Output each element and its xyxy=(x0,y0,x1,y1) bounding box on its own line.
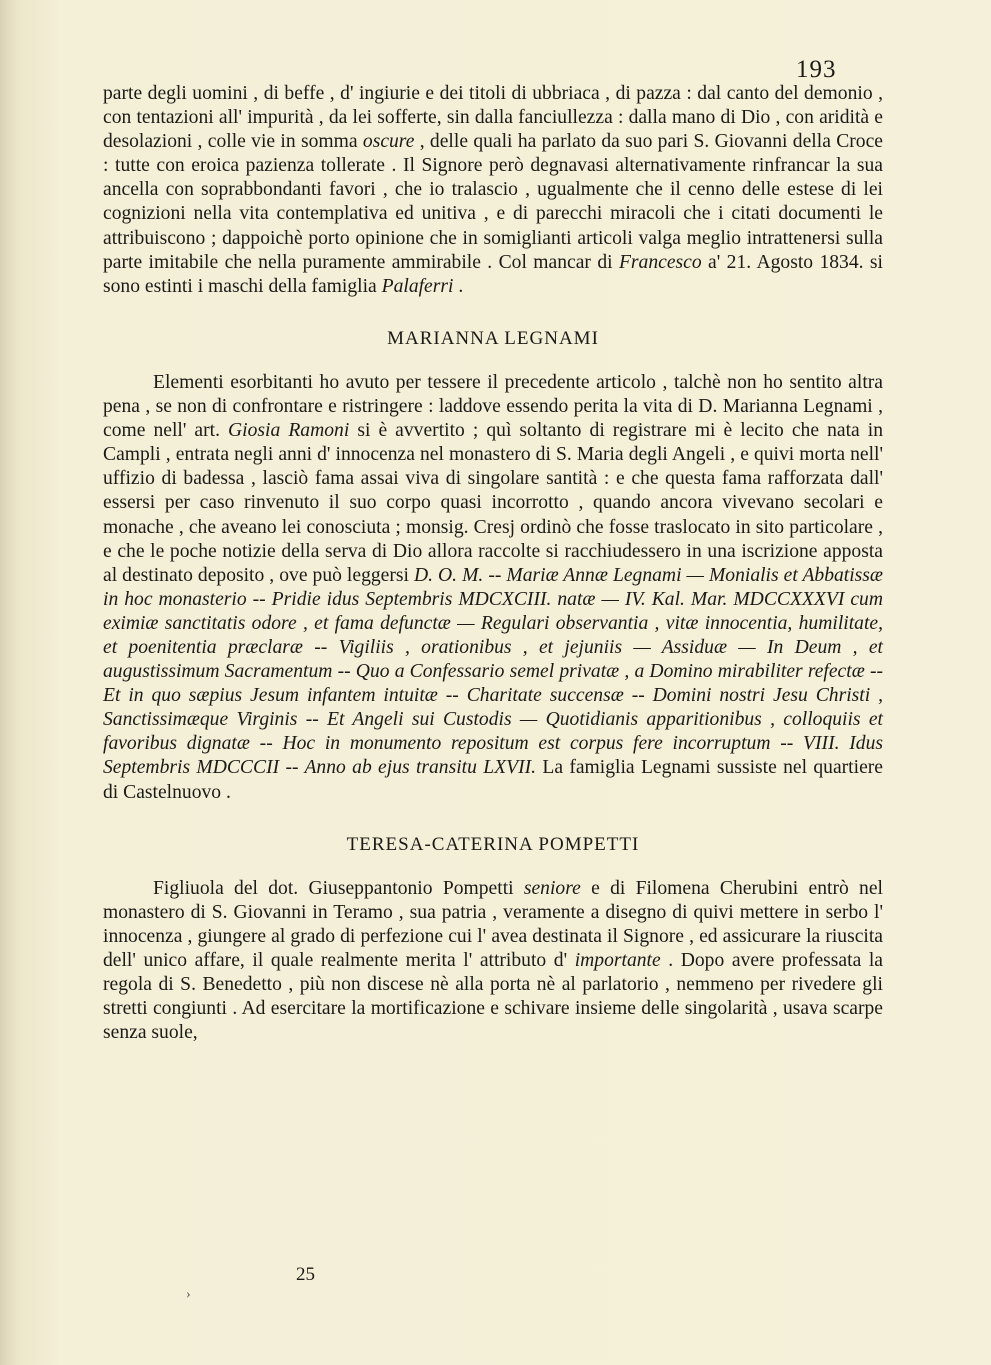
text-run: Figliuola del dot. Giuseppantonio Pompetti xyxy=(153,877,524,899)
text-run: parte degli uomini , di beffe , d' ingiurie e dei titoli di ubbriaca , di pazza : dal canto del demonio , con tentazioni all' impurità , da lei sofferte, sin dalla fanciullezza : dalla mano di Dio , con aridità e desolazioni , colle vie in somma xyxy=(103,83,883,153)
text-run: , delle quali ha parlato da suo pari S. Giovanni della Croce : tutte con eroica pazienza tollerate . Il Signore però degnavasi alternativamente rinfrancar la sua ancella con soprabbondanti favori , che io tralascio , ugualmente che il cenno delle estese di lei cognizioni nella vita contemplativa ed unitiva , e di parecchi miracoli che i citati documenti le attribuiscono ; dappoichè porto opinione che in somiglianti articoli valga meglio intrattenersi sulla parte imitabile che nella puramente ammirabile . Col mancar di xyxy=(103,131,883,273)
section-title-pompetti: TERESA-CATERINA POMPETTI xyxy=(346,833,640,855)
italic-run: Francesco xyxy=(618,251,702,273)
italic-run: seniore xyxy=(523,877,581,899)
italic-run: oscure xyxy=(362,131,415,153)
page-body xyxy=(103,82,883,1045)
section-title-legnami: MARIANNA LEGNAMI xyxy=(387,327,599,349)
text-run: a' 21. Agosto 1834. si sono estinti i maschi della famiglia xyxy=(103,251,883,297)
italic-run: importante xyxy=(574,950,661,971)
page-number: 193 xyxy=(796,56,837,83)
stray-mark: › xyxy=(186,1287,191,1302)
paragraph-pompetti xyxy=(103,877,883,1046)
paragraph-legnami xyxy=(103,371,883,805)
text-run: . xyxy=(453,275,464,297)
text-run: . Dopo avere professata la regola di S. Benedetto , più non discese nè alla porta nè al parlatorio , nemmeno per rivedere gli stretti congiunti . Ad esercitare la mortificazione e schivare insieme delle singolarità , usava scarpe senza suole, xyxy=(103,950,883,1044)
text-run: Elementi esorbitanti ho avuto per tessere il precedente articolo , talchè non ho sentito altra pena , se non di confrontare e ristringere : laddove essendo perita la vita di D. Marianna Legnami , come nell' art. xyxy=(103,371,883,442)
italic-run: Giosia Ramoni xyxy=(228,420,350,442)
italic-run: Palaferri xyxy=(381,275,454,297)
text-run: La famiglia Legnami sussiste nel quartiere di Castelnuovo . xyxy=(103,757,883,803)
signature-mark: 25 xyxy=(296,1264,315,1285)
paragraph-continuation xyxy=(103,82,883,299)
inscription-italic: D. O. M. -- Mariæ Annæ Legnami — Monialis et Abbatissæ in hoc monasterio -- Pridie idus Septembris MDCXCIII. natæ — IV. Kal. Mar. MDCCXXXVI cum eximiæ sanctitatis odore , et fama defunctæ — Regulari observantia , vitæ innocentia, humilitate, et poenitentia præclaræ -- Vigiliis , orationibus , et jejuniis — Assiduæ — In Deum , et augustissimum Sacramentum -- Quo a Confessario semel privatæ , a Domino mirabiliter refectæ -- Et in quo sæpius Jesum infantem intuitæ -- Charitate succensæ -- Domini nostri Jesu Christi , Sanctissimæque Virginis -- Et Angeli sui Custodis — Quotidianis apparitionibus , colloquiis et favoribus dignatæ -- Hoc in monumento repositum est corpus fere incorruptum -- VIII. Idus Septembris MDCCCII -- Anno ab ejus transitu LXVII. xyxy=(103,564,884,779)
text-run: e di Filomena Cherubini entrò nel monastero di S. Giovanni in Teramo , sua patria , veramente a disegno di quivi mettere in serbo l' innocenza , giungere al grado di perfezione cui l' avea destinata il Signore , ed assicurare la riuscita dell' unico affare, il quale realmente merita l' attributo d' xyxy=(103,877,883,971)
text-run: si è avvertito ; quì soltanto di registrare mi è lecito che nata in Campli , entrata negli anni d' innocenza nel monastero di S. Maria degli Angeli , e quivi morta nell' uffizio di badessa , lasciò fama assai viva di singolare santità : e che questa fama rafforzata dall' essersi per caso rinvenuto il suo corpo quasi incorrotto , quando ancora vivevano secolari e monache , che aveano lei conosciuta ; monsig. Cresj ordinò che fosse traslocato in sito particolare , e che le poche notizie della serva di Dio allora raccolte si racchiudessero in una iscrizione apposta al destinato deposito , ove può leggersi xyxy=(103,420,883,586)
